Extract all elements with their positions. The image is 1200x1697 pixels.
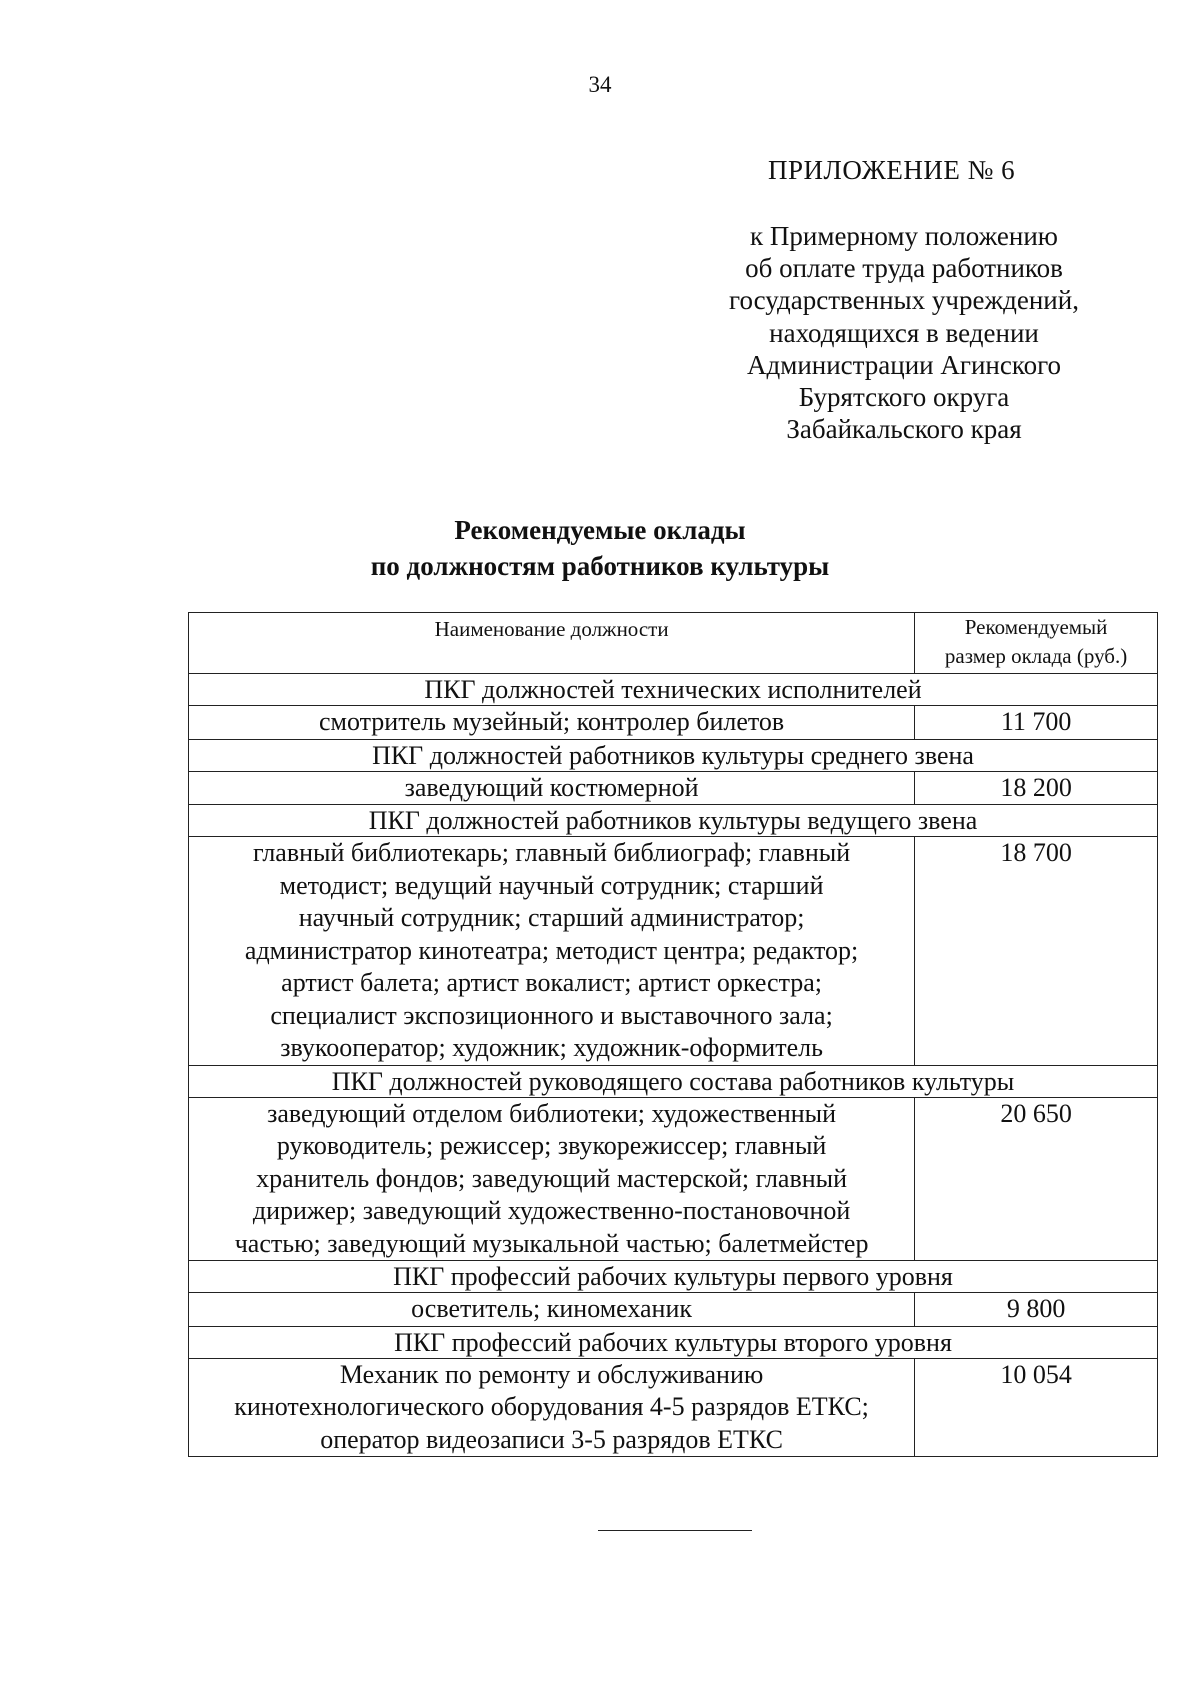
document-title: [0, 512, 1200, 584]
table-row: [189, 1097, 1158, 1261]
header-salary-line: размер оклада (руб.): [944, 644, 1128, 668]
section-row: [189, 739, 1158, 771]
section-title: ПКГ должностей работников культуры ведущего звена: [189, 805, 1158, 837]
salary-value: 18 200: [915, 771, 1158, 805]
position-name: [189, 706, 915, 740]
header-position-name: Наименование должности: [189, 613, 915, 674]
section-row: [189, 805, 1158, 837]
section-title: ПКГ профессий рабочих культуры первого уровня: [189, 1261, 1158, 1293]
table-row: [189, 771, 1158, 805]
table-row: [189, 706, 1158, 740]
document-title-line: по должностям работников культуры: [370, 551, 830, 581]
table-row: [189, 1293, 1158, 1327]
salary-value: 20 650: [915, 1097, 1158, 1261]
section-title: ПКГ должностей работников культуры среднего звена: [189, 739, 1158, 771]
salary-value: 18 700: [915, 837, 1158, 1066]
section-row: [189, 1261, 1158, 1293]
position-name-line: дирижер; заведующий художественно-постановочной: [252, 1196, 851, 1225]
footer-divider: [598, 1530, 752, 1531]
section-row: [189, 1065, 1158, 1097]
position-name-line: звукооператор; художник; художник-оформитель: [280, 1033, 823, 1062]
table-row: [189, 1358, 1158, 1457]
page-number: 34: [588, 72, 612, 97]
annex-subtitle-line: об оплате труда работников: [745, 253, 1063, 284]
position-name-line: смотритель музейный; контролер билетов: [318, 707, 785, 736]
position-name-line: заведующий отделом библиотеки; художественный: [267, 1098, 837, 1128]
position-name: [189, 771, 915, 805]
annex-title: ПРИЛОЖЕНИЕ № 6: [768, 155, 1016, 185]
position-name-line: администратор кинотеатра; методист центра; редактор;: [244, 935, 859, 965]
position-name-line: хранитель фондов; заведующий мастерской; главный: [256, 1163, 848, 1193]
position-name-line: артист балета; артист вокалист; артист оркестра;: [281, 968, 823, 997]
header-salary: [915, 613, 1158, 674]
section-title: ПКГ профессий рабочих культуры второго уровня: [189, 1326, 1158, 1358]
section-title: ПКГ должностей руководящего состава работников культуры: [189, 1065, 1158, 1097]
position-name-line: специалист экспозиционного и выставочного зала;: [270, 1000, 833, 1030]
position-name: [189, 1293, 915, 1327]
table-header-row: [189, 613, 1158, 674]
position-name-line: кинотехнологического оборудования 4-5 разрядов ЕТКС;: [234, 1392, 869, 1421]
position-name: [189, 1097, 915, 1261]
section-title: ПКГ должностей технических исполнителей: [189, 674, 1158, 706]
annex-subtitle-line: к Примерному положению: [750, 221, 1058, 251]
document-title-line: Рекомендуемые оклады: [454, 515, 746, 545]
table-row: [189, 837, 1158, 1066]
position-name-line: Механик по ремонту и обслуживанию: [339, 1359, 764, 1389]
annex-subtitle-line: Забайкальского края: [786, 414, 1022, 445]
annex-subtitle: [688, 220, 1120, 445]
annex-subtitle-line: государственных учреждений,: [729, 285, 1079, 316]
section-row: [189, 674, 1158, 706]
position-name-line: руководитель; режиссер; звукорежиссер; главный: [276, 1131, 827, 1160]
position-name-line: частью; заведующий музыкальной частью; балетмейстер: [234, 1228, 869, 1258]
annex-subtitle-line: Бурятского округа: [798, 382, 1010, 413]
position-name-line: главный библиотекарь; главный библиограф; главный: [252, 838, 851, 867]
annex-subtitle-line: Администрации Агинского: [747, 349, 1061, 380]
salary-value: 11 700: [915, 706, 1158, 740]
header-salary-line: Рекомендуемый: [964, 615, 1108, 639]
position-name-line: осветитель; киномеханик: [411, 1294, 693, 1323]
section-row: [189, 1326, 1158, 1358]
salary-table: [188, 612, 1158, 1457]
salary-value: 9 800: [915, 1293, 1158, 1327]
salary-value: 10 054: [915, 1358, 1158, 1457]
position-name: [189, 1358, 915, 1457]
position-name-line: научный сотрудник; старший администратор;: [298, 903, 805, 932]
annex-subtitle-line: находящихся в ведении: [769, 317, 1039, 348]
position-name-line: заведующий костюмерной: [404, 772, 699, 802]
position-name-line: методист; ведущий научный сотрудник; старший: [279, 870, 824, 900]
position-name-line: оператор видеозаписи 3-5 разрядов ЕТКС: [320, 1424, 783, 1454]
position-name: [189, 837, 915, 1066]
